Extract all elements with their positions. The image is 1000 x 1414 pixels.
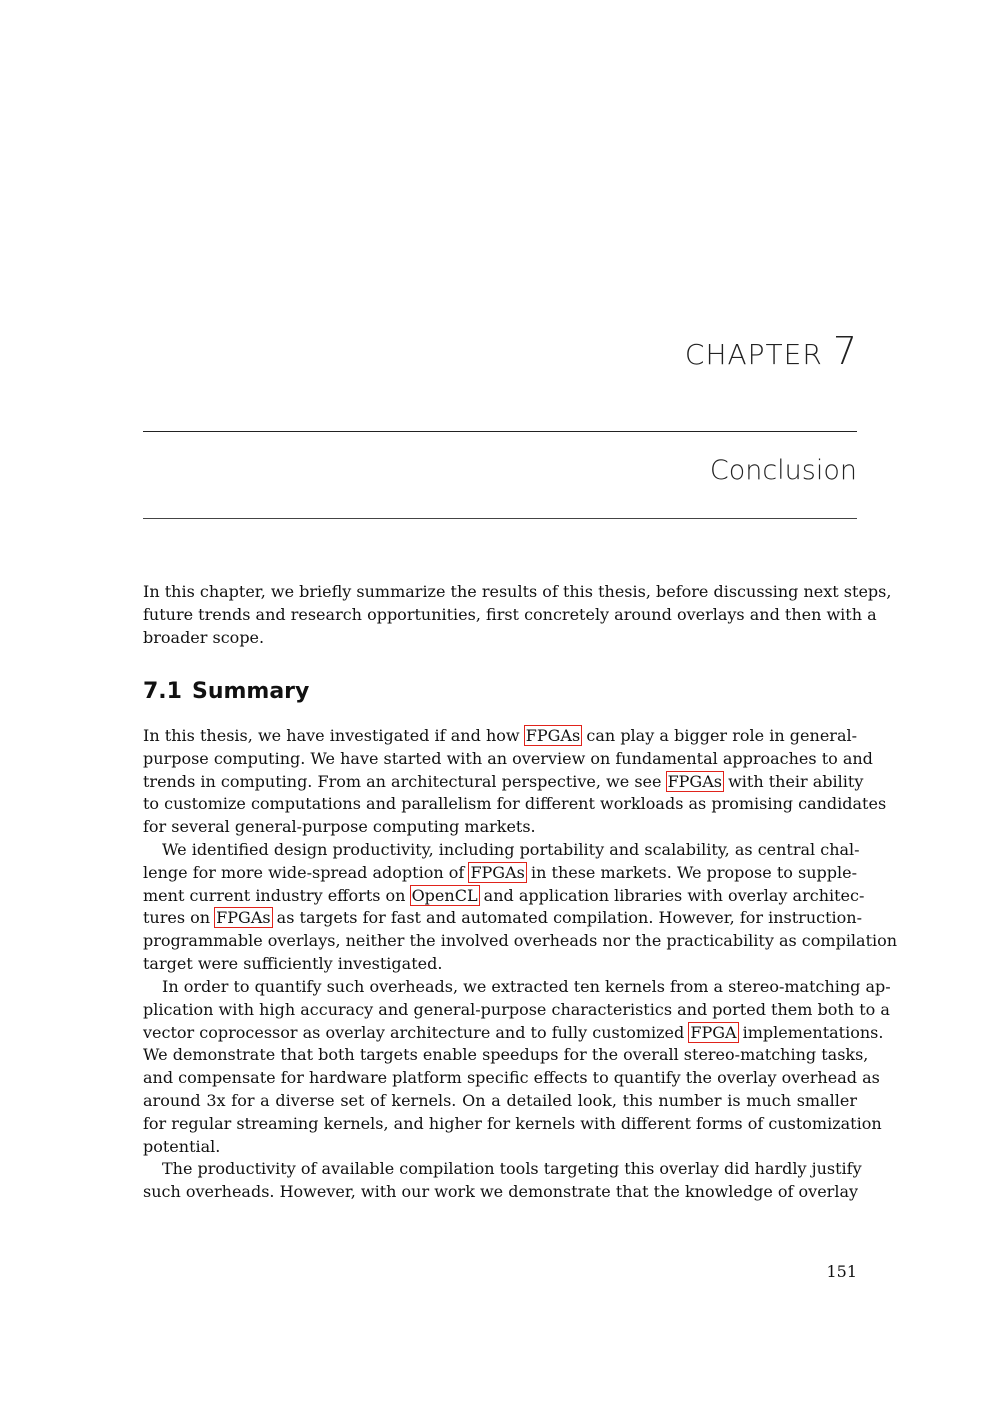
text-line: In order to quantify such overheads, we extracted ten kernels from a stereo-matching ap-	[162, 977, 891, 996]
summary-paragraph-4	[143, 1158, 862, 1204]
chapter-number: 7	[832, 329, 857, 373]
summary-paragraph-3	[143, 976, 891, 1158]
text-line: potential.	[143, 1136, 221, 1156]
acronym-link-fpgas[interactable]: FPGAs	[216, 908, 271, 928]
chapter-rule-top	[143, 431, 857, 432]
text-line: tures on FPGAs as targets for fast and automated compilation. However, for instruction-	[143, 908, 862, 928]
chapter-word: CHAPTER	[684, 338, 823, 371]
acronym-link-fpgas[interactable]: FPGAs	[470, 862, 525, 882]
text-line: future trends and research opportunities, first concretely around overlays and then with a	[143, 604, 877, 624]
text-line: purpose computing. We have started with an overview on fundamental approaches to and	[143, 748, 873, 768]
text-line: plication with high accuracy and general-purpose characteristics and ported them both to a	[143, 999, 890, 1019]
chapter-title: Conclusion	[709, 455, 857, 486]
section-heading	[143, 680, 309, 704]
text-line: for several general-purpose computing markets.	[143, 817, 536, 837]
acronym-link-fpga[interactable]: FPGA	[690, 1022, 737, 1042]
text-line: and compensate for hardware platform specific effects to quantify the overlay overhead as	[143, 1068, 880, 1088]
text-line: broader scope.	[143, 627, 265, 647]
text-line: The productivity of available compilation tools targeting this overlay did hardly justify	[162, 1159, 862, 1178]
text-line: In this thesis, we have investigated if and how FPGAs can play a bigger role in general-	[143, 726, 858, 745]
acronym-link-opencl[interactable]: OpenCL	[411, 885, 478, 905]
text-line: We identified design productivity, including portability and scalability, as central chal-	[162, 840, 860, 859]
text-line: to customize computations and parallelism for different workloads as promising candidates	[143, 794, 887, 814]
chapter-rule-bottom	[143, 518, 857, 519]
text-line: target were sufficiently investigated.	[143, 953, 443, 973]
chapter-label	[684, 329, 857, 373]
text-line: around 3x for a diverse set of kernels. On a detailed look, this number is much smaller	[143, 1090, 857, 1110]
section-number: 7.1	[143, 679, 182, 704]
page-number: 151	[826, 1262, 857, 1281]
summary-paragraph-2	[143, 839, 898, 976]
summary-paragraph-1	[143, 725, 887, 839]
text-line: for regular streaming kernels, and higher for kernels with different forms of customization	[143, 1113, 882, 1133]
text-line: programmable overlays, neither the involved overheads nor the practicability as compilation	[143, 931, 898, 951]
text-line: trends in computing. From an architectural perspective, we see FPGAs with their ability	[143, 771, 864, 791]
acronym-link-fpgas[interactable]: FPGAs	[667, 771, 722, 791]
text-line: ment current industry efforts on OpenCL and application libraries with overlay architec-	[143, 885, 865, 905]
text-line: lenge for more wide-spread adoption of FPGAs in these markets. We propose to supple-	[143, 862, 858, 882]
text-line: In this chapter, we briefly summarize the results of this thesis, before discussing next steps,	[143, 582, 892, 601]
text-line: vector coprocessor as overlay architecture and to fully customized FPGA implementations.	[143, 1022, 884, 1042]
intro-paragraph	[143, 581, 892, 649]
text-line: such overheads. However, with our work we demonstrate that the knowledge of overlay	[143, 1181, 859, 1201]
text-line: We demonstrate that both targets enable speedups for the overall stereo-matching tasks,	[143, 1045, 869, 1065]
acronym-link-fpgas[interactable]: FPGAs	[525, 726, 581, 745]
section-title: Summary	[191, 679, 310, 704]
